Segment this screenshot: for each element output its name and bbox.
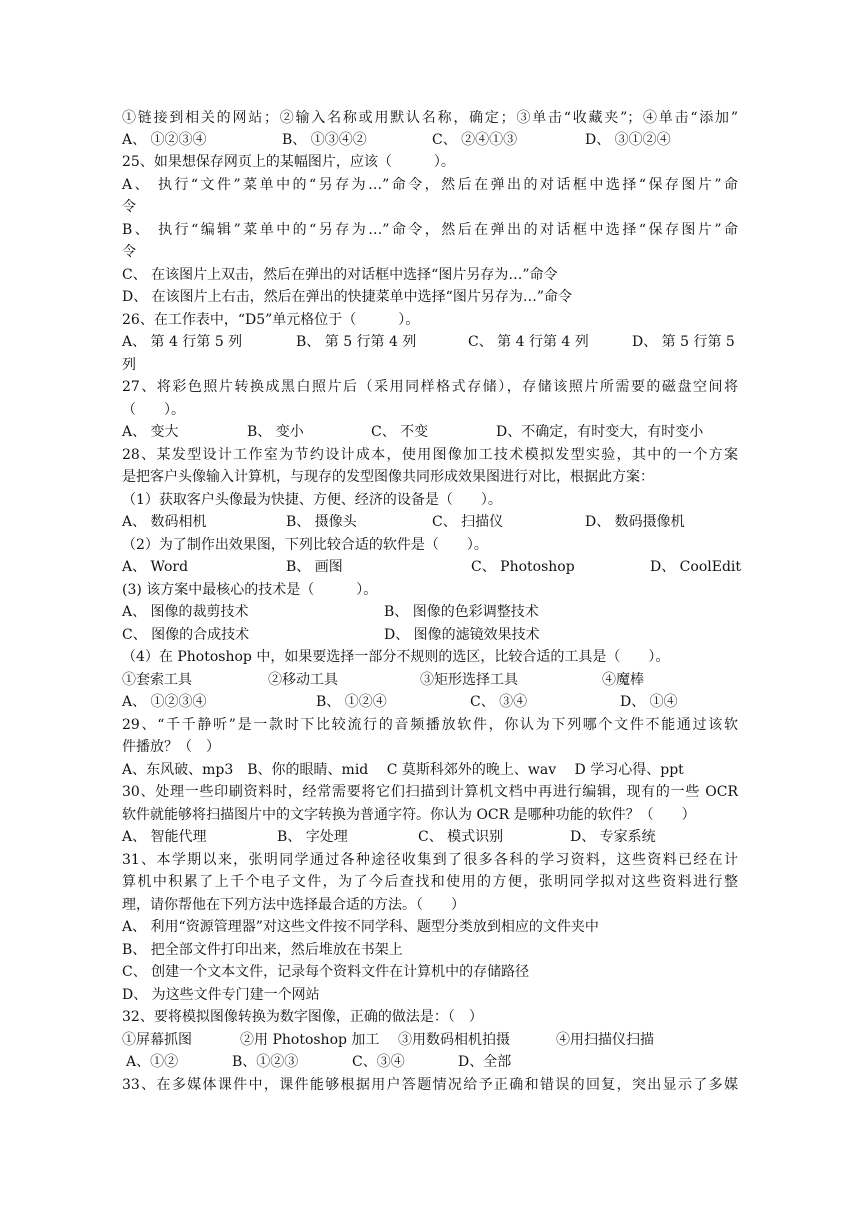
option-b: B、 第 5 行第 4 列 — [296, 334, 417, 350]
text-line: （ ）。 — [122, 402, 185, 418]
option-c: C、 模式识别 — [418, 829, 504, 845]
option-b: B、 画图 — [286, 559, 343, 575]
option-d: D、 在该图片上右击，然后在弹出的快捷菜单中选择“图片另存为…”命令 — [122, 289, 572, 305]
option-b: B、 变小 — [247, 424, 304, 440]
tool-item: ③矩形选择工具 — [420, 672, 518, 688]
question-31: 31、本学期以来，张明同学通过各种途径收集到了很多各科的学习资料，这些资料已经在计 — [122, 852, 738, 868]
question-29: 29、“千千静听”是一款时下比较流行的音频播放软件，你认为下列哪个文件不能通过该软 — [122, 717, 738, 733]
text-line: 是把客户头像输入计算机，与现存的发型图像共同形成效果图进行对比，根据此方案： — [122, 469, 654, 485]
option-d: D、 第 5 行第 5 — [632, 334, 735, 350]
option-c: C、 图像的合成技术 — [122, 627, 250, 643]
tool-item: ④魔棒 — [602, 672, 644, 688]
question-30: 30、处理一些印刷资料时，经常需要将它们扫描到计算机文档中再进行编辑，现有的一些 OCR — [122, 784, 738, 800]
option-b: B、 摄像头 — [286, 514, 357, 530]
option-d: D、 ③①②④ — [585, 132, 671, 148]
question-33: 33、在多媒体课件中，课件能够根据用户答题情况给予正确和错误的回复，突出显示了多媒 — [122, 1077, 738, 1093]
option-a: A、 执行“文件”菜单中的“另存为…”命令，然后在弹出的对话框中选择“保存图片”命 — [122, 177, 738, 193]
option-c: C、 在该图片上双击，然后在弹出的对话框中选择“图片另存为…”命令 — [122, 267, 558, 283]
option-a: A、 第 4 行第 5 列 — [122, 334, 243, 350]
option-a: A、 ①②③④ — [122, 132, 207, 148]
option-c: C、 Photoshop — [471, 559, 575, 575]
option-a: A、 智能代理 — [122, 829, 207, 845]
text-line: 令 — [122, 244, 136, 260]
option-c: C、 创建一个文本文件，记录每个资料文件在计算机中的存储路径 — [122, 964, 530, 980]
text-line: 件播放？（ ） — [122, 739, 220, 755]
option-c: C、③④ — [352, 1054, 405, 1070]
tool-item: ②移动工具 — [268, 672, 338, 688]
sub-question: （2）为了制作出效果图，下列比较合适的软件是（ ）。 — [122, 537, 488, 553]
text-line: 软件就能够将扫描图片中的文字转换为普通字符。你认为 OCR 是哪种功能的软件？（ ） — [122, 807, 696, 823]
option-a: A、 数码相机 — [122, 514, 207, 530]
question-25: 25、如果想保存网页上的某幅图片，应该（ ）。 — [122, 154, 455, 170]
option-d: D、全部 — [458, 1054, 512, 1070]
option-a: A、①② — [126, 1054, 179, 1070]
text-line: 算机中积累了上千个电子文件，为了今后查找和使用的方便，张明同学拟对这些资料进行整 — [122, 874, 738, 890]
question-26: 26、在工作表中，“D5”单元格位于（ ）。 — [122, 312, 420, 328]
option-b: B、 图像的色彩调整技术 — [384, 604, 539, 620]
method-item: ④用扫描仪扫描 — [556, 1032, 654, 1048]
text-line: 令 — [122, 199, 136, 215]
option-c: C、 第 4 行第 4 列 — [468, 334, 589, 350]
sub-question: (3) 该方案中最核心的技术是（ ）。 — [122, 582, 378, 598]
option-b: B、 ①②④ — [316, 694, 387, 710]
option-d: D、 数码摄像机 — [585, 514, 685, 530]
question-32: 32、要将模拟图像转换为数字图像，正确的做法是：（ ） — [122, 1009, 483, 1025]
option-b: B、 执行“编辑”菜单中的“另存为…”命令，然后在弹出的对话框中选择“保存图片”命 — [122, 222, 738, 238]
question-27: 27、将彩色照片转换成黑白照片后（采用同样格式存储），存储该照片所需要的磁盘空间将 — [122, 379, 738, 395]
option-d: D、不确定，有时变大，有时变小 — [496, 424, 704, 440]
method-item: ①屏幕抓图 — [122, 1032, 192, 1048]
option-a: A、 Word — [122, 559, 189, 575]
option-a: A、 图像的裁剪技术 — [122, 604, 249, 620]
option-row: A、东风破、mp3 B、你的眼睛、mid C 莫斯科郊外的晚上、wav D 学习心得、ppt — [122, 762, 684, 778]
option-a: A、 利用“资源管理器”对这些文件按不同学科、题型分类放到相应的文件夹中 — [122, 919, 599, 935]
tool-item: ①套索工具 — [122, 672, 192, 688]
option-c: C、 不变 — [371, 424, 429, 440]
option-d: D、 专家系统 — [570, 829, 656, 845]
method-item: ③用数码相机拍摄 — [398, 1032, 510, 1048]
sub-question: （1）获取客户头像最为快捷、方便、经济的设备是（ ）。 — [122, 492, 502, 508]
option-b: B、 把全部文件打印出来，然后堆放在书架上 — [122, 942, 403, 958]
option-c: C、 ②④①③ — [432, 132, 518, 148]
method-item: ②用 Photoshop 加工 — [240, 1032, 380, 1048]
option-d: D、 ①④ — [620, 694, 678, 710]
option-a: A、 ①②③④ — [122, 694, 207, 710]
option-d: D、 为这些文件专门建一个网站 — [122, 987, 320, 1003]
text-line: ①链接到相关的网站；②输入名称或用默认名称，确定；③单击“收藏夹”；④单击“添加” — [122, 110, 738, 126]
text-line: 列 — [122, 357, 136, 373]
option-a: A、 变大 — [122, 424, 179, 440]
option-b: B、①②③ — [232, 1054, 299, 1070]
option-c: C、 ③④ — [470, 694, 528, 710]
option-b: B、 ①③④② — [282, 132, 367, 148]
question-28: 28、某发型设计工作室为节约设计成本，使用图像加工技术模拟发型实验，其中的一个方案 — [122, 447, 738, 463]
option-d: D、 CoolEdit — [650, 559, 742, 575]
option-c: C、 扫描仪 — [432, 514, 504, 530]
option-b: B、 字处理 — [277, 829, 348, 845]
option-d: D、 图像的滤镜效果技术 — [384, 627, 540, 643]
sub-question: （4）在 Photoshop 中，如果要选择一部分不规则的选区，比较合适的工具是（ ）。 — [122, 649, 670, 665]
text-line: 理，请你帮他在下列方法中选择最合适的方法。（ ） — [122, 897, 465, 913]
